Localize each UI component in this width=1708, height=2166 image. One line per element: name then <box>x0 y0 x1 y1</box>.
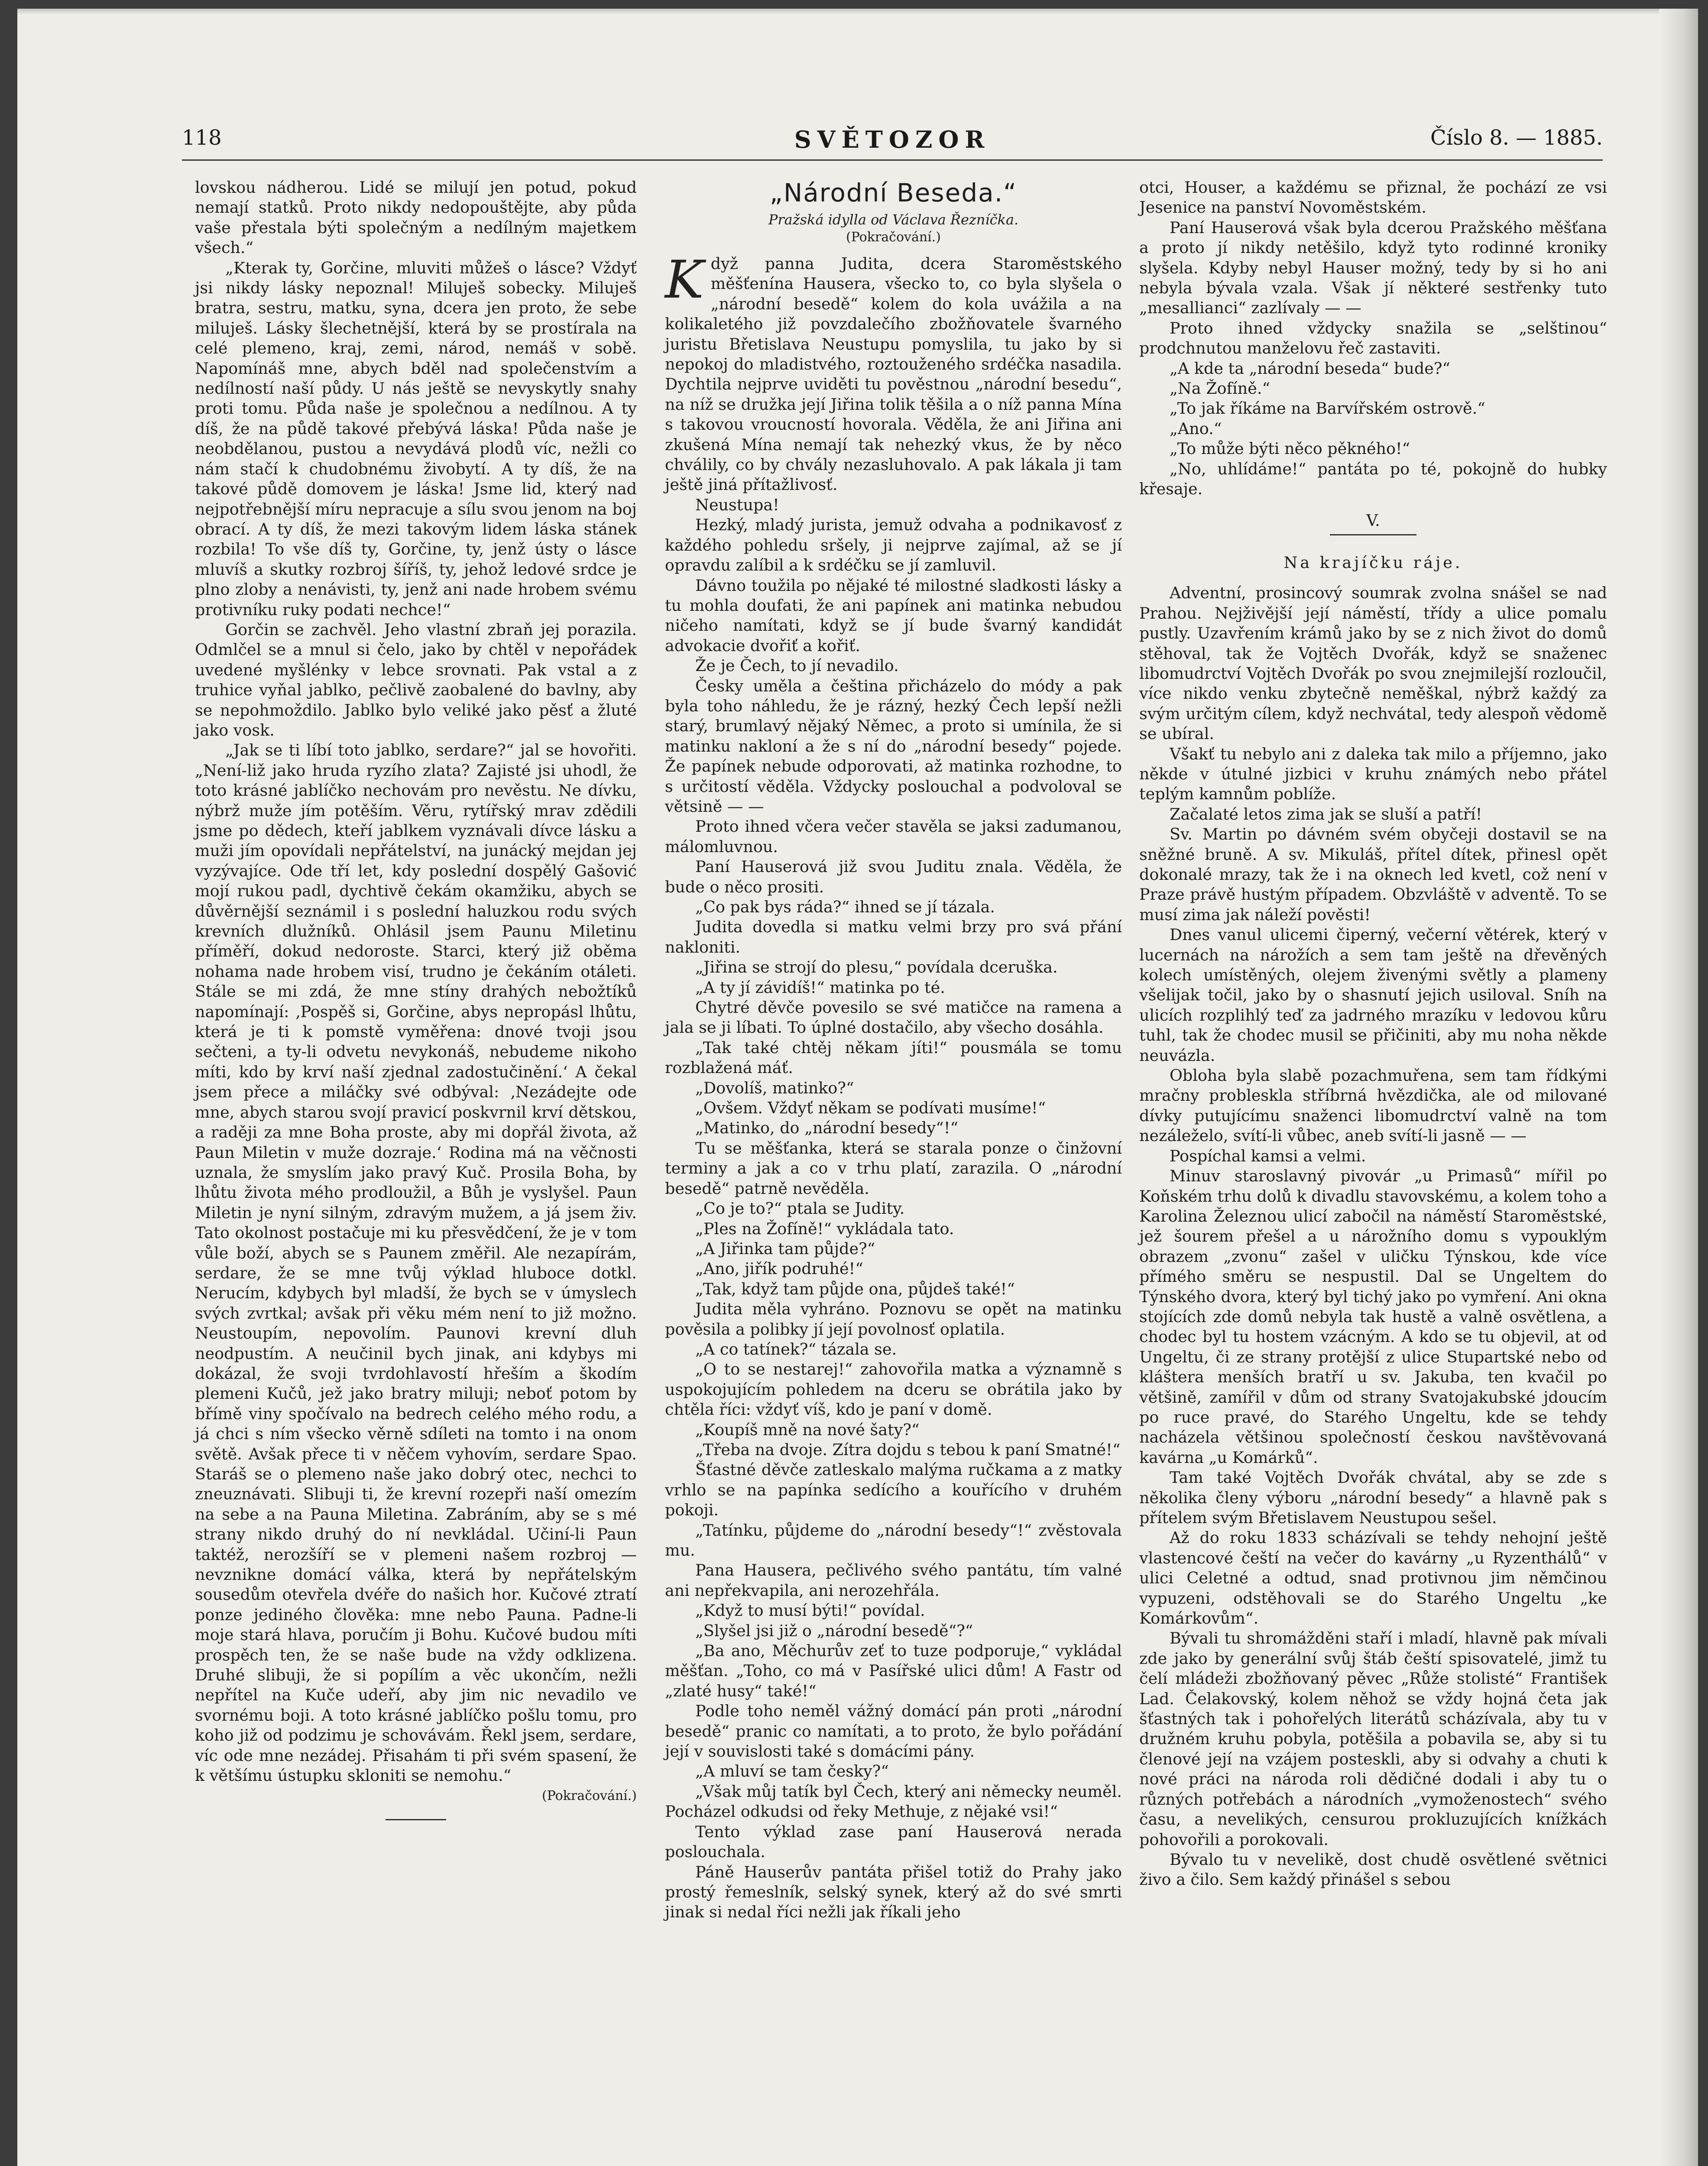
column-middle <box>665 178 1122 1923</box>
paragraph: Pana Hausera, pečlivého svého pantátu, tím valné ani nepřekvapila, ani nerozehřála. <box>665 1561 1122 1600</box>
paragraph: Chytré děvče povesilo se své matičce na ramena a jala se ji líbati. To úplné dostačilo, aby všecho dosáhla. <box>665 998 1122 1037</box>
paragraph: „Co pak bys ráda?“ ihned se jí tázala. <box>695 898 995 916</box>
paragraph: Všakť tu nebylo ani z daleka tak milo a příjemno, jako někde v útulné jizbici v kruhu známých nebo přátel teplým kamnům poblíže. <box>1139 744 1607 804</box>
paragraph: „Dovolíš, matinko?“ <box>695 1078 854 1097</box>
paragraph: „A mluví se tam česky?“ <box>695 1762 889 1781</box>
paragraph: „Ovšem. Vždyť někam se podívati musíme!“ <box>695 1099 1046 1118</box>
paragraph: lovskou nádherou. Lidé se milují jen potud, pokud nemají statků. Proto nikdy nedopouštějte, aby půda vaše přestala býti společným a nedílným majetkem všech.“ <box>195 178 637 257</box>
paragraph: Hezký, mladý jurista, jemuž odvaha a podnikavosť z každého pohledu sršely, ji nejprve zajímal, až se jí opravdu zalíbil a k srdéčku se jí zamluvil. <box>665 516 1122 575</box>
paragraph: „Slyšel jsi již o „národní besedě“?“ <box>695 1621 973 1640</box>
paragraph: „A kde ta „národní beseda“ bude?“ <box>1170 359 1451 378</box>
column-left <box>195 178 637 1833</box>
magazine-title: SVĚTOZOR <box>794 126 991 153</box>
paragraph: „To může býti něco pěkného!“ <box>1170 439 1410 458</box>
paragraph: Adventní, prosincový soumrak zvolna snášel se nad Prahou. Nejživější její náměstí, třídy a ulice pomalu pustly. Uzavřením krámů jako by se z nich život do domů stěhoval, tak že Vojtěch Dvořák, když se snaženec libomudrctví Vojtěch Dvořák po svou znejmilejší rozloučil, více nikdo venku zbytečně neměškal, nýbrž každý za svým určitým cílem, když nechvátal, tedy alespoň vědomě se ubíral. <box>1139 584 1607 743</box>
paragraph: „Ano.“ <box>1170 419 1222 438</box>
paragraph: Dávno toužila po nějaké té milostné sladkosti lásky a tu mohla doufati, že ani papínek ani matinka nebudou ničeho namítati, když se jí bude švarný kandidát advokacie dvořiť a kořiť. <box>665 576 1122 655</box>
paragraph: Že je Čech, to jí nevadilo. <box>695 656 899 675</box>
paragraph: „A co tatínek?“ tázala se. <box>695 1339 897 1359</box>
paragraph: Tento výklad zase paní Hauserová nerada poslouchala. <box>665 1822 1122 1861</box>
paragraph: Bývali tu shromážděni staří i mladí, hlavně pak mívali zde jako by generální svůj štáb čeští spisovatelé, jimž tu čelí mládeži zbožňovaný pěvec „Růže stolisté“ František Lad. Čelakovský, kolem něhož se vždy hojná četa jak šťastných tak i pohořelých literátů scházívala, aby tu v družném kruhu pobyla, potěšila a pobavila se, aby si tu členové její na vzájem posteskli, aby si odvahy a chuti k nové práci na národa roli dědičné dodali i aby tu o různých potřebách a národních „vymoženostech“ svého času, a nevelikých, censurou prokluzujících knížkách pohovořili a porokovali. <box>1139 1629 1607 1849</box>
page-binding-shadow <box>1659 9 1698 2166</box>
paragraph: Podle toho neměl vážný domácí pán proti „národní besedě“ pranic co namítati, a to proto, že bylo pořádání její v souvislosti také s domácími pány. <box>665 1702 1122 1761</box>
paragraph: otci, Houser, a každému se přiznal, že pochází ze vsi Jesenice na panství Novoměstském. <box>1139 178 1607 217</box>
paragraph: „Tatínku, půjdeme do „národní besedy“!“ zvěstovala mu. <box>665 1521 1122 1560</box>
paragraph: „Třeba na dvoje. Zítra dojdu s tebou k paní Smatné!“ <box>695 1440 1121 1459</box>
continued-note: (Pokračování.) <box>542 1788 637 1803</box>
paragraph: „Matinko, do „národní besedy“!“ <box>695 1119 959 1138</box>
column-right <box>1139 178 1607 1890</box>
paragraph: Když panna Judita, dcera Staroměstského měšťenína Hausera, všecko to, co byla slyšela o „národní besedě“ kolem do kola uvážila a na kolikaletého již povzdalečího zbožňovatele švarného juristu Břetislava Neustupu pomyslila, tu jako by si nepokoj do mladistvého, roztouženého srdéčka nasadila. Dychtila nejprve uviděti tu pověstnou „národní besedu“, na níž se družka její Jiřina tolik těšila a o níž panna Mína s takovou vroucností hovorala. Věděla, že ani Jiřina ani zkušená Mína nemají tak nehezký vkus, že by něco chválily, co by chvály nezasluhovalo. A pak lákala ji tam ještě jiná přítažlivosť. <box>665 250 1122 494</box>
paragraph: „Tak, když tam půjde ona, půjdeš také!“ <box>695 1279 1015 1298</box>
paragraph: „A ty jí závidíš!“ matinka po té. <box>695 978 945 997</box>
paragraph: Obloha byla slabě pozachmuřena, sem tam řídkými mračny probleskla stříbrná hvězdička, ale od milované dívky putujícímu snaženci libomudrctví valně na tom nezáleželo, svítí-li vůbec, aneb svítí-li jasně — — <box>1139 1066 1607 1145</box>
paragraph: „Jak se ti líbí toto jablko, serdare?“ jal se hovořiti. „Není-liž jako hruda ryzího zlata? Zajisté jsi uhodl, že toto krásné jablíčko nechovám pro nevěstu. Ne dívku, nýbrž muže jím potěším. Věru, rytířský mrav zdědili jsme po dědech, kteří jablkem vyznávali dívce lásku a muži jím opovídali nepřátelství, na junácký mejdan jej vyzývajíce. Ode tří let, kdy poslední dospělý Gašović mojí rukou padl, dychtivě čekám okamžiku, abych se důvěrnější seznámil i s poslední haluzkou rodu svých krevních dlužníků. Ohlásil jsem Paunu Miletinu příměří, dokud nedoroste. Starci, který již oběma nohama nade hrobem visí, trudno je čekáním otáleti. Stále se mi zdá, že mne stíny drahých nebožtíků napomínají: ‚Pospěš si, Gorčine, abys nepropásl lhůtu, která je ti k pomstě vyměřena: dnové tvoji jsou sečteni, a ty-li odvetu nevykonáš, nebudeme nikoho míti, kdo by krví naší zjednal zadostučinění.‘ A čekal jsem přece a miláčky své odbýval: ‚Nezádejte ode mne, abych starou svojí pravicí poskvrnil krví dětskou, a raději za mne Boha proste, aby mi dopřál života, až Paun Miletin v muže dozraje.‘ Rodina má na věčnosti uznala, že smyslím jako pravý Kuč. Prosila Boha, by lhůtu života mého prodloužil, a Bůh je vyslyšel. Paun Miletin je nyní silným, zdravým mužem, a já jsem živ. Tato okolnost postačuje mi ku přesvědčení, že je v tom vůle boží, abych se s Paunem změřil. Ale nezapírám, serdare, že se mne tvůj výklad hluboce dotkl. Nerucím, kdybych byl mladší, že bych se v úmyslech svých zvrtkal; avšak při věku mém není to již možno. Neustoupím, nepovolím. Paunovi krevní dluh neodpustím. A neučinil bych jinak, ani kdybys mi dokázal, že svoji tvrdohlavostí hřeším a škodím plemeni Kučů, jež jako bratry miluji; neboť potom by břímě viny spočívalo na bedrech celého mého rodu, a já chci s ním všecko věrně sdíleti na tomto i na onom světě. Avšak přece ti v něčem vyhovím, serdare Spao. Staráš se o plemeno naše jako dobrý otec, nechci to zneuznávati. Slibuji ti, že krevní rozepři naší omezím na sebe a na Pauna Miletina. Zabráním, aby se s mé strany nikdo druhý do ní nevkládal. Učiní-li Paun taktéž, nerozšíří se v plemeni našem rozbroj — nevznikne domácí válka, která by nepřátelským sousedům otevřela dvéře do našich hor. Kučové ztratí ponze jediného člověka: mne nebo Pauna. Padne-li moje stará hlava, poručím ji Bohu. Kučové budou míti prospěch ten, že se naše bude na vždy odklizena. Druhé slibuji, že si popílím a věc ukončím, nežli nepřítel na Kuče udeří, aby jim nic nevadilo ve svornému boji. A toto krásné jablíčko pošlu tomu, pro koho již od podzimu je schovávám. Řekl jsem, serdare, víc ode mne nezádej. Přisahám ti při svém spasení, že k většímu ústupku skloniti se nemohu.“ <box>195 741 637 1785</box>
paragraph: „Ano, jiřík podruhé!“ <box>695 1259 863 1278</box>
page-number: 118 <box>182 126 222 150</box>
end-rule <box>386 1819 446 1820</box>
paragraph: Paní Hauserová již svou Juditu znala. Věděla, že bude o něco prositi. <box>665 857 1122 896</box>
paragraph: „Ba ano, Měchurův zeť to tuze podporuje,“ vykládal měšťan. „Toho, co má v Pasířské ulici dům! A Fastr od „zlaté husy“ také!“ <box>665 1641 1122 1700</box>
paragraph: Minuv staroslavný pivovár „u Primasů“ mířil po Koňském trhu dolů k divadlu stavovskému, a kolem toho a Karolina Železnou ulicí zabočil na náměstí Staroměstské, jež šourem přešel a u nárožního domu s vypouklým obrazem „zvonu“ zašel v uličku Týnskou, kde více přímého směru se nespustil. Dal se Ungeltem do Týnského dvora, který byl tichý jako po vymření. Ani okna stojících zde domů nebyla tak hustě a valně osvětlena, a chodec byl tu hostem vzácným. A kdo se tu objevil, at od Ungeltu, či ze strany protější z ulice Stupartské nebo od kláštera menších bratří u sv. Jakuba, ten kvačil po většině, zamířil v dům od strany Svatojakubské jdoucím po ruce pravé, do Starého Ungeltu, kde se tehdy nacházela většinou společností českou navštěvovaná kavárna „u Komárků“. <box>1139 1167 1607 1467</box>
paragraph: Proto ihned včera večer stavěla se jaksi zadumanou, málomluvnou. <box>665 817 1122 856</box>
paragraph: „Jiřina se strojí do plesu,“ povídala dceruška. <box>695 958 1058 977</box>
paragraph: „Ples na Žofíně!“ vykládala tato. <box>695 1219 954 1238</box>
paragraph: „A Jiřinka tam půjde?“ <box>695 1239 875 1258</box>
paragraph: „Tak také chtěj někam jíti!“ pousmála se tomu rozblažená máť. <box>665 1038 1122 1077</box>
paragraph: „Však můj tatík byl Čech, který ani německy neuměl. Pocházel odkudsi od řeky Methuje, z nějaké vsi!“ <box>665 1782 1122 1821</box>
paragraph: „Když to musí býti!“ povídal. <box>695 1601 925 1620</box>
paragraph: Páně Hauserův pantáta přišel totiž do Prahy jako prostý řemeslník, selský synek, který až do své smrti jinak si nedal říci nežli jak říkali jeho <box>665 1862 1122 1922</box>
section-number: V. <box>1366 511 1380 530</box>
paragraph: Tu se měšťanka, která se starala ponze o činžovní terminy a jak a co v trhu platí, zarazila. O „národní besedě“ patrně nevěděla. <box>665 1138 1122 1198</box>
paragraph: Neustupa! <box>695 495 779 514</box>
paragraph: „Kterak ty, Gorčine, mluviti můžeš o lásce? Vždyť jsi nikdy lásky nepoznal! Miluješ sobecky. Miluješ bratra, sestru, matku, syna, dcera jen proto, že sebe miluješ. Lásky šlechetnější, která by se prostírala na celé plemeno, kraj, zemi, národ, nemáš v sobě. Napomínáš mne, abych bděl nad společenstvím a nedílností naší půdy. U nás ještě se nevyskytly snahy proti tomu. Půda naše je společnou a nedílnou. A ty díš, že na půdě takové přebývá láska! Půda naše je neobdělanou, pustou a nevydává plodů víc, nežli co nám stačí k chudobnému živobytí. A ty díš, že na takové půdě domovem je láska! Jsme lid, který nad nejpotřebnější míru nepracuje a sílu svou jenom na boj obrací. A ty díš, že mezi takovým lidem láska stánek rozbila! To vše díš ty, Gorčine, ty, jenž ústy o lásce mluvíš a skutky rozbroj šíříš, ty, jehož ledové srdce je plno zloby a nenávisti, ty, jenž ani nade hrobem svému protivníku ruky podati nechce!“ <box>195 258 637 619</box>
paragraph: Proto ihned vždycky snažila se „selštinou“ prodchnutou manželovu řeč zastaviti. <box>1139 318 1607 358</box>
running-header <box>182 126 1603 160</box>
paragraph: Paní Hauserová však byla dcerou Pražského měšťana a proto jí nikdy netěšilo, když tyto rodinné kroniky slyšela. Kdyby nebyl Hauser možný, tedy by si ho ani nebyla bývala vzala. Však jí některé sestřenky tuto „mesallianci“ zazlívaly — — <box>1139 218 1607 318</box>
paragraph: Sv. Martin po dávném svém obyčeji dostavil se na sněžné bruně. A sv. Mikuláš, přítel dítek, přinesl opět dokonalé mrazy, tak že i na oknech led kvetl, což není v Praze právě hustým případem. Obzvláště v adventě. To se musí zima jak náleží pověsti! <box>1139 825 1607 924</box>
paragraph: „Co je to?“ ptala se Judity. <box>695 1199 905 1218</box>
paragraph: Až do roku 1833 scházívali se tehdy nehojní ještě vlastencové čeští na večer do kavárny „u Ryzenthálů“ v ulici Celetné a odtud, snad protivnou jim němčinou vypuzeni, odstěhovali se do Starého Ungeltu „ke Komárkovům“. <box>1139 1528 1607 1628</box>
section-title: Na krajíčku ráje. <box>1283 553 1463 572</box>
paragraph: „O to se nestarej!“ zahovořila matka a významně s uspokojujícím pohledem na dceru se obrátila jako by chtěla říci: vždyť víš, kdo je paní v domě. <box>665 1360 1122 1419</box>
section-rule <box>1330 534 1416 535</box>
paragraph: Dnes vanul ulicemi čiperný, večerní větérek, který v lucernách na nárožích a sem tam ještě na dřevěných kolech umístěných, olejem živenými světly a plameny všelijak točil, jako by o shasnutí jejich usiloval. Sníh na ulicích rozplihlý teď za jadrného mrazíku v ledovou kůru tuhl, tak že chodec musil se přičiniti, aby mu noha někde neuvázla. <box>1139 925 1607 1065</box>
issue-number: Číslo 8. — 1885. <box>1430 126 1603 150</box>
continued-from: (Pokračování.) <box>846 230 941 245</box>
paragraph: Pospíchal kamsi a velmi. <box>1170 1146 1366 1165</box>
page-edge <box>17 9 1698 15</box>
article-subtitle: Pražská idylla od Václava Řezníčka. <box>768 211 1019 228</box>
paragraph: Bývalo tu v nevelikě, dost chudě osvětlené světnici živo a čilo. Sem každý přinášel s sebou <box>1139 1850 1607 1889</box>
paragraph: Šťastné děvče zatleskalo malýma ručkama a z matky vrhlo se na papínka sedícího a kouřícího v druhém pokoji. <box>665 1460 1122 1520</box>
drop-cap: K <box>665 250 704 310</box>
paragraph: Tam také Vojtěch Dvořák chvátal, aby se zde s několika členy výboru „národní besedy“ a hlavně pak s přítelem svým Břetislavem Neustupou sešel. <box>1139 1468 1607 1527</box>
paragraph: Gorčin se zachvěl. Jeho vlastní zbraň jej porazila. Odmlčel se a mnul si čelo, jako by chtěl v nepořádek uvedené myšlénky v lebce srovnati. Pak vstal a z truhice vyňal jablko, pečlivě zaobalené do bavlny, aby se nepohmoždilo. Jablko bylo veliké jako pěsť a žluté jako vosk. <box>195 620 637 739</box>
header-rule <box>182 159 1603 161</box>
paragraph: Judita měla vyhráno. Poznovu se opět na matinku pověsila a polibky jí její povolnosť oplatila. <box>665 1300 1122 1339</box>
paragraph: Česky uměla a čeština přicházelo do módy a pak byla toho náhledu, že je rázný, hezký Čech lepší nežli starý, brumlavý nějaký Němec, a proto si umínila, že si matinku nakloní a že s ní do „národní besedy“ pojede. Že papínek nebude odporovati, až matinka rozhodne, to s určitostí věděla. Vždycky poslouchal a podvoloval se větsině — — <box>665 676 1122 816</box>
paragraph: Judita dovedla si matku velmi brzy pro svá přání nakloniti. <box>665 918 1122 957</box>
paragraph: „No, uhlídáme!“ pantáta po té, pokojně do hubky křesaje. <box>1139 459 1607 499</box>
paragraph: Začalaté letos zima jak se sluší a patří! <box>1170 804 1482 824</box>
paragraph: „Na Žofíně.“ <box>1170 379 1270 398</box>
article-title: „Národní Beseda.“ <box>769 178 1018 208</box>
paragraph: „Koupíš mně na nové šaty?“ <box>695 1420 920 1439</box>
paragraph: „To jak říkáme na Barvířském ostrově.“ <box>1170 399 1485 418</box>
